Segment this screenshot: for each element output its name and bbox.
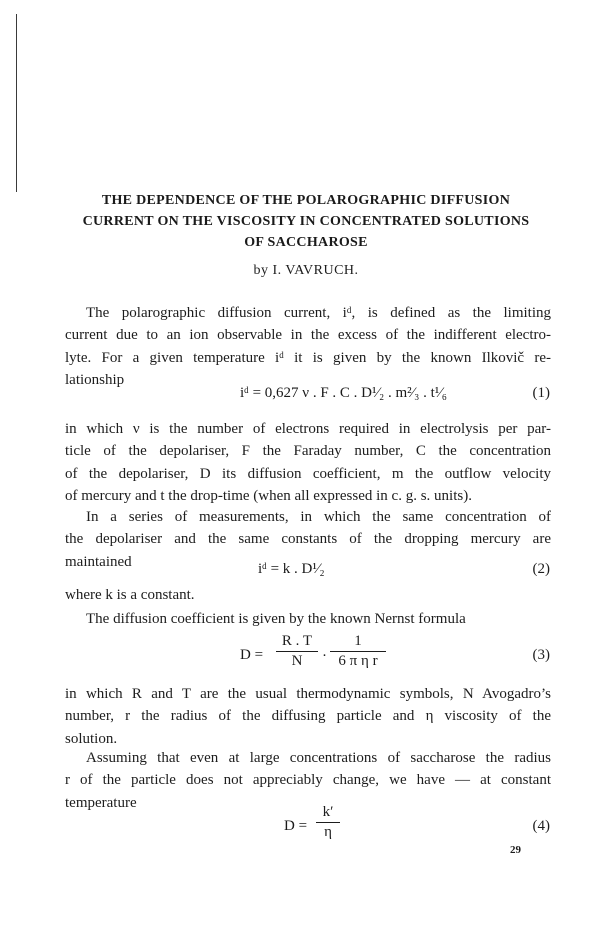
fraction-bar xyxy=(276,651,318,652)
equation-1-number: (1) xyxy=(532,385,550,401)
fraction-denominator: N xyxy=(291,653,303,669)
binding-edge-line xyxy=(16,14,17,192)
title-line: THE DEPENDENCE OF THE POLAROGRAPHIC DIFFUSION xyxy=(101,193,511,208)
text-line: The polarographic diffusion current, iᵈ, is defined as the limiting xyxy=(86,305,551,321)
author-byline: by I. VAVRUCH. xyxy=(253,263,359,278)
text-line: solution. xyxy=(65,730,118,747)
equation-4-lhs: D = xyxy=(284,818,308,834)
paragraph-7 xyxy=(65,747,551,814)
equation-3-dot: · xyxy=(322,648,327,664)
equation-4-fraction xyxy=(316,804,340,841)
paper-title xyxy=(56,190,556,253)
text-line: maintained xyxy=(65,553,132,570)
page-number: 29 xyxy=(510,844,521,856)
text-line: in which R and T are the usual thermodynamic symbols, N Avogadro’s xyxy=(65,686,551,702)
equation-3-lhs: D = xyxy=(240,647,264,663)
text-line: in which ν is the number of electrons required in electrolysis per par- xyxy=(65,421,551,437)
fraction-numerator: 1 xyxy=(354,633,362,649)
equation-3-fraction-1 xyxy=(276,633,318,670)
text-line: In a series of measurements, in which the same concentration of xyxy=(86,509,551,525)
equation-3-fraction-2 xyxy=(330,633,386,670)
paragraph-1 xyxy=(65,302,551,391)
paragraph-4 xyxy=(65,584,551,606)
equation-2-number: (2) xyxy=(532,561,550,577)
equation-4-number: (4) xyxy=(532,818,550,834)
paragraph-5 xyxy=(65,608,551,630)
paragraph-6 xyxy=(65,683,551,750)
text-line: r of the particle does not appreciably change, we have — at constant xyxy=(65,772,551,789)
title-line: OF SACCHAROSE xyxy=(244,235,368,250)
fraction-denominator: η xyxy=(324,824,332,840)
text-line: lationship xyxy=(65,371,125,388)
text-line: the depolariser and the same constants of the dropping mercury are xyxy=(65,531,551,548)
text-line: ticle of the depolariser, F the Faraday number, C the concentration xyxy=(65,443,551,460)
paragraph-2 xyxy=(65,418,551,507)
fraction-bar xyxy=(330,651,386,652)
text-line: number, r the radius of the diffusing particle and η viscosity of the xyxy=(65,708,551,725)
text-line: current due to an ion observable in the excess of the indifferent electro- xyxy=(65,327,551,344)
fraction-denominator: 6 π η r xyxy=(338,653,378,669)
text-line: temperature xyxy=(65,794,137,811)
text-line: The diffusion coefficient is given by the known Nernst formula xyxy=(86,611,466,627)
fraction-numerator: R . T xyxy=(281,633,313,649)
title-line: CURRENT ON THE VISCOSITY IN CONCENTRATED SOLUTIONS xyxy=(82,214,530,229)
equation-3-number: (3) xyxy=(532,647,550,663)
text-line: lyte. For a given temperature iᵈ it is given by the known Ilkovič re- xyxy=(65,349,551,366)
text-line: where k is a constant. xyxy=(65,587,195,603)
fraction-numerator: k′ xyxy=(322,804,334,820)
text-line: of the depolariser, D its diffusion coefficient, m the outflow velocity xyxy=(65,465,551,482)
fraction-bar xyxy=(316,822,340,823)
equation-1: iᵈ = 0,627 ν . F . C . D¹⁄₂ . m²⁄₃ . t¹⁄₆ xyxy=(240,385,448,401)
text-line: of mercury and t the drop-time (when all expressed in c. g. s. units). xyxy=(65,487,472,504)
equation-2: iᵈ = k . D¹⁄₂ xyxy=(258,561,325,577)
text-line: Assuming that even at large concentrations of saccharose the radius xyxy=(86,750,551,766)
